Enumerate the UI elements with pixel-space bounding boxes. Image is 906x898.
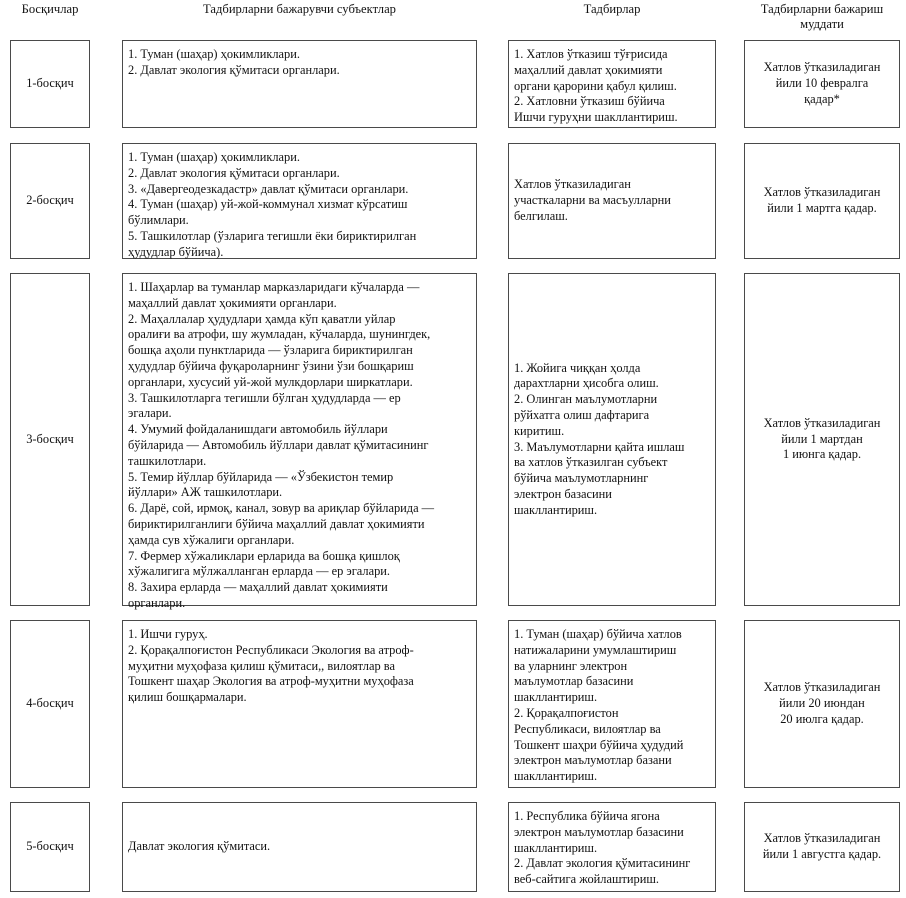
measures-line: натижаларини умумлаштириш xyxy=(514,642,677,657)
measures-line: маҳаллий давлат ҳокимияти xyxy=(514,62,663,77)
subjects-line: эгалари. xyxy=(128,406,172,421)
deadline-line: йили 10 февралга xyxy=(775,76,869,91)
deadline-line: 1 июнга қадар. xyxy=(782,447,862,462)
measures-line: электрон маълумотлар базасини xyxy=(514,824,684,839)
measures-line: Тошкент шаҳри бўйича ҳудудий xyxy=(514,737,684,752)
subjects-line: оралиғи ва атрофи, шу жумладан, кўчаларда, шунингдек, xyxy=(128,327,431,342)
subjects-line: органлари. xyxy=(128,595,186,610)
subjects-line: 2. Давлат экология қўмитаси органлари. xyxy=(128,165,340,180)
measures-cell xyxy=(508,802,716,892)
stage-cell xyxy=(10,802,90,892)
subjects-line: ҳудудлар бўйича). xyxy=(128,244,224,259)
subjects-line: бириктирилганлиги бўйича маҳаллий давлат ҳокимияти xyxy=(128,516,425,531)
subjects-line: 1. Туман (шаҳар) ҳокимликлари. xyxy=(128,150,300,164)
subjects-line: хўжалигига мўлжалланган ерларда — ер эгалари. xyxy=(128,564,391,579)
subjects-line: Давлат экология қўмитаси. xyxy=(128,839,271,854)
measures-line: 1. Хатлов ўтказиш тўғрисида xyxy=(514,47,668,61)
stage-cell xyxy=(10,620,90,788)
measures-line: веб-сайтига жойлаштириш. xyxy=(514,872,660,887)
subjects-line: 1. Туман (шаҳар) ҳокимликлари. xyxy=(128,47,300,61)
deadline-line: Хатлов ўтказиладиган xyxy=(763,60,881,75)
header-stage: Босқичлар xyxy=(21,2,79,16)
deadline-line: Хатлов ўтказиладиган xyxy=(763,831,881,846)
subjects-line: маҳаллий давлат ҳокимияти органлари. xyxy=(128,295,337,310)
measures-line: 3. Маълумотларни қайта ишлаш xyxy=(514,439,685,454)
subjects-line: 2. Маҳаллалар ҳудудлари ҳамда кўп қаватли уйлар xyxy=(128,311,396,326)
subjects-line: ҳудудлар бўйича фуқароларнинг ўзини ўзи бошқариш xyxy=(128,358,414,373)
subjects-line: 5. Темир йўллар бўйларида — «Ўзбекистон темир xyxy=(128,469,394,484)
subjects-line: бўлимлари. xyxy=(128,213,189,228)
measures-cell xyxy=(508,143,716,259)
measures-line: 1. Туман (шаҳар) бўйича хатлов xyxy=(514,627,682,641)
measures-line: Ишчи гуруҳни шакллантириш. xyxy=(514,110,678,125)
subjects-line: ҳамда сув хўжалиги органлари. xyxy=(128,532,295,547)
measures-line: маълумотлар базасини xyxy=(514,674,634,689)
subjects-line: 1. Шаҳарлар ва туманлар марказларидаги кўчаларда — xyxy=(128,280,420,294)
subjects-line: 5. Ташкилотлар (ўзларига тегишли ёки бириктирилган xyxy=(128,228,417,243)
measures-line: рўйхатга олиш дафтарига xyxy=(514,407,650,422)
measures-line: органи қарорини қабул қилиш. xyxy=(514,78,677,93)
subjects-line: 3. Ташкилотларга тегишли бўлган ҳудудларда — ер xyxy=(128,390,401,405)
subjects-line: қилиш бошқармалари. xyxy=(128,690,247,705)
subjects-line: 4. Умумий фойдаланишдаги автомобиль йўллари xyxy=(128,422,388,437)
measures-line: 2. Давлат экология қўмитасининг xyxy=(514,856,691,871)
deadline-cell xyxy=(744,273,900,606)
measures-line: Хатлов ўтказиладиган xyxy=(514,177,631,192)
subjects-line: 7. Фермер хўжаликлари ерларида ва бошқа қишлоқ xyxy=(128,548,400,563)
deadline-line: Хатлов ўтказиладиган xyxy=(763,185,881,200)
header-subjects: Тадбирларни бажарувчи субъектлар xyxy=(203,2,396,16)
measures-line: шакллантириш. xyxy=(514,769,598,784)
measures-line: бўйича маълумотларнинг xyxy=(514,471,649,486)
header-deadline xyxy=(744,2,900,32)
stage-label: 3-босқич xyxy=(26,431,74,446)
subjects-cell xyxy=(122,143,477,259)
subjects-line: 2. Давлат экология қўмитаси органлари. xyxy=(128,62,340,77)
deadline-cell xyxy=(744,40,900,128)
measures-line: киритиш. xyxy=(514,423,565,438)
subjects-line: 2. Қорақалпоғистон Республикаси Экология ва атроф- xyxy=(128,642,414,657)
measures-line: ва хатлов ўтказилган субъект xyxy=(514,455,668,470)
measures-line: 1. Республика бўйича ягона xyxy=(514,809,660,823)
measures-line: 2. Қорақалпоғистон xyxy=(514,705,619,720)
subjects-line: бўйларида — Автомобиль йўллари давлат қўмитасининг xyxy=(128,437,429,452)
deadline-line: йили 20 июндан xyxy=(779,696,865,711)
deadline-line: Хатлов ўтказиладиган xyxy=(763,680,881,695)
deadline-line: 20 июлга қадар. xyxy=(780,711,864,726)
measures-cell xyxy=(508,273,716,606)
measures-line: 2. Хатловни ўтказиш бўйича xyxy=(514,94,665,109)
subjects-cell xyxy=(122,273,477,610)
deadline-line: Хатлов ўтказиладиган xyxy=(763,415,881,430)
stage-cell xyxy=(10,273,90,606)
measures-line: ва уларнинг электрон xyxy=(514,658,628,673)
stage-label: 5-босқич xyxy=(26,839,74,854)
header-deadline-line: муддати xyxy=(800,17,844,31)
subjects-cell xyxy=(122,620,477,788)
measures-line: 1. Жойига чиққан ҳолда xyxy=(514,360,641,375)
stage-cell xyxy=(10,40,90,128)
measures-line: электрон базасини xyxy=(514,486,612,501)
measures-line: участкаларни ва масъулларни xyxy=(514,193,671,208)
deadline-line: йили 1 августга қадар. xyxy=(762,847,882,861)
subjects-line: 4. Туман (шаҳар) уй-жой-коммунал хизмат кўрсатиш xyxy=(128,197,408,212)
measures-line: электрон маълумотлар базани xyxy=(514,753,672,768)
measures-line: Республикаси, вилоятлар ва xyxy=(514,721,661,736)
stage-label: 4-босқич xyxy=(26,696,74,711)
deadline-cell xyxy=(744,620,900,788)
subjects-line: 1. Ишчи гуруҳ. xyxy=(128,627,208,641)
measures-line: шакллантириш. xyxy=(514,690,598,705)
subjects-cell xyxy=(122,802,477,892)
subjects-line: бошқа аҳоли пунктларида — ўзларига бириктирилган xyxy=(128,343,413,358)
header-deadline-line: Тадбирларни бажариш xyxy=(760,2,884,16)
header-measures: Тадбирлар xyxy=(583,2,641,16)
deadline-line: йили 1 мартдан xyxy=(781,431,863,446)
subjects-line: 3. «Давергеодезкадастр» давлат қўмитаси органлари. xyxy=(128,181,409,196)
subjects-line: 8. Захира ерларда — маҳаллий давлат ҳокимияти xyxy=(128,580,388,595)
measures-line: шакллантириш. xyxy=(514,502,598,517)
subjects-line: Тошкент шаҳар Экология ва атроф-муҳитни муҳофаза xyxy=(128,674,414,689)
subjects-line: органлари, хусусий уй-жой мулкдорлари ширкатлари. xyxy=(128,374,413,389)
stage-cell xyxy=(10,143,90,259)
deadline-cell xyxy=(744,802,900,892)
stage-label: 1-босқич xyxy=(26,76,74,91)
measures-cell xyxy=(508,620,716,788)
deadline-line: йили 1 мартга қадар. xyxy=(767,201,877,215)
subjects-cell xyxy=(122,40,477,128)
deadline-line: қадар* xyxy=(804,91,840,106)
measures-line: 2. Олинган маълумотларни xyxy=(514,392,658,407)
measures-line: дарахтларни ҳисобга олиш. xyxy=(514,376,659,391)
subjects-line: йўллари» АЖ ташкилотлари. xyxy=(128,485,283,500)
stage-label: 2-босқич xyxy=(26,193,74,208)
subjects-line: муҳитни муҳофаза қилиш қўмитаси,, вилоятлар ва xyxy=(128,658,395,673)
deadline-cell xyxy=(744,143,900,259)
subjects-line: 6. Дарё, сой, ирмоқ, канал, зовур ва ариқлар бўйларида — xyxy=(128,501,435,516)
measures-cell xyxy=(508,40,716,128)
measures-line: белгилаш. xyxy=(514,208,568,223)
measures-line: шакллантириш. xyxy=(514,840,598,855)
subjects-line: ташкилотлари. xyxy=(128,453,207,468)
